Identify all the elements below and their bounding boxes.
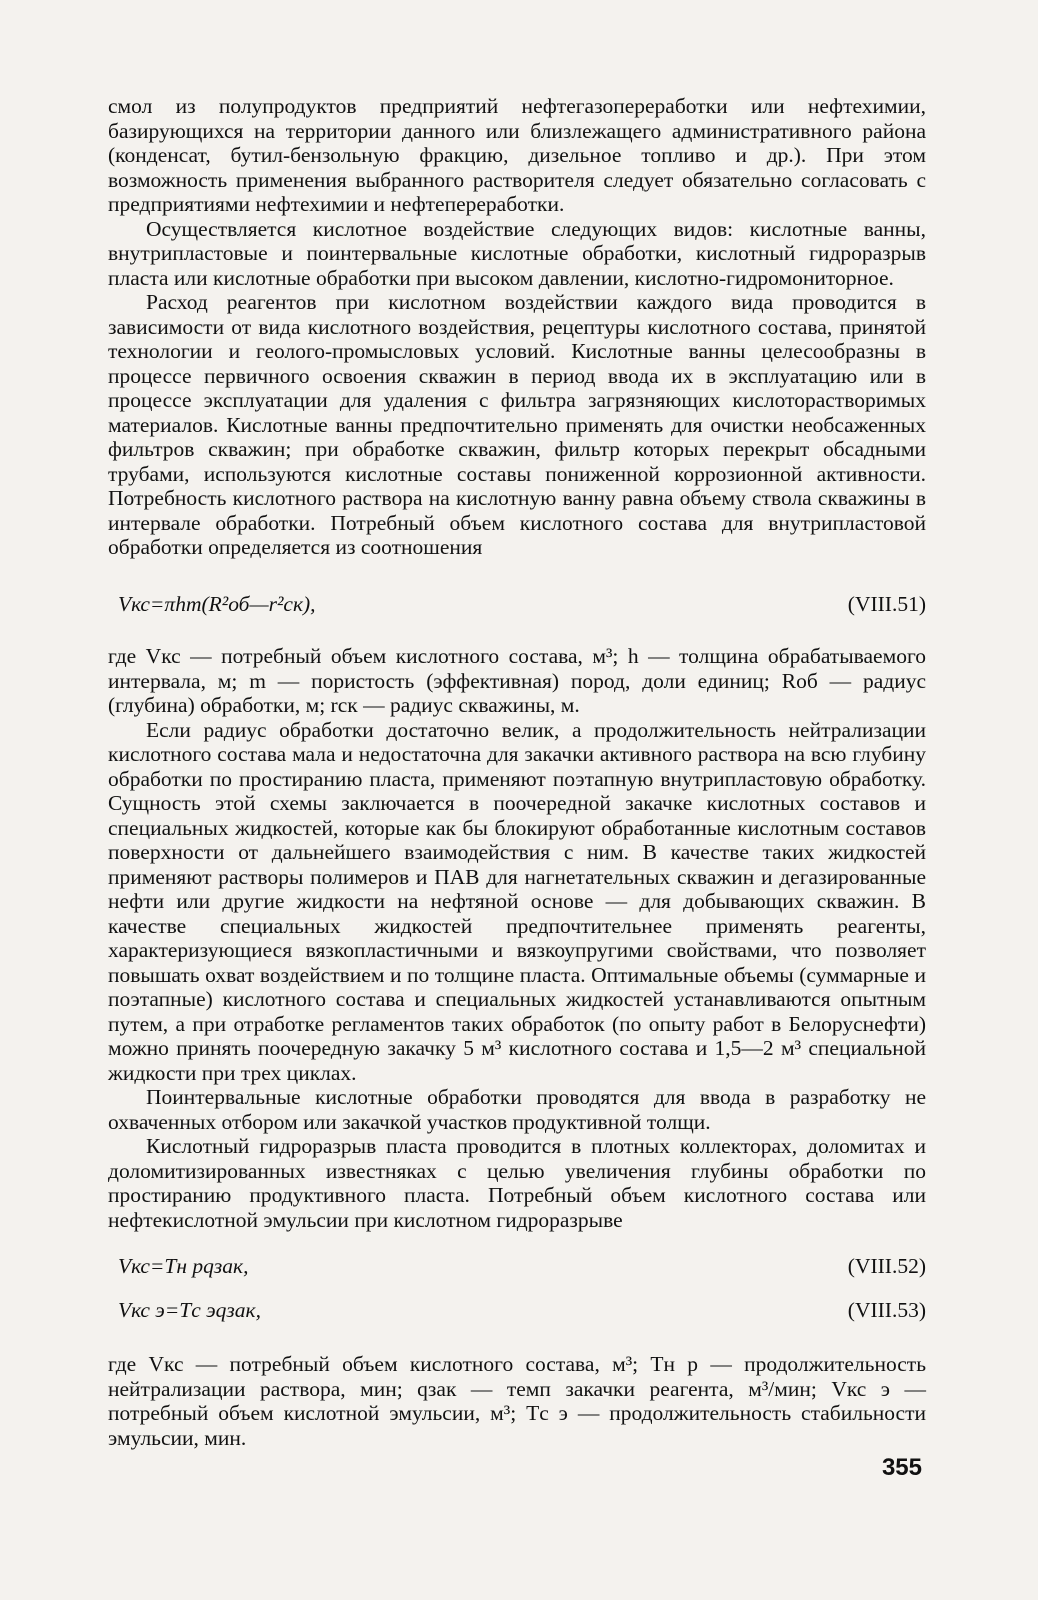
formula-text: Vкс э=Tс эqзак, <box>118 1298 261 1322</box>
paragraph-where-51: где Vкс — потребный объем кислотного состава, м³; h — толщина обрабатываемого интервала, м; m — пористость (эффективная) пород, доли единиц; Rоб — радиус (глубина) обработки, м; rск — радиус скважины, м. <box>108 644 926 717</box>
paragraph-intro: смол из полупродуктов предприятий нефтегазопереработки или нефтехимии, базирующихся на территории данного или близлежащего административного района (конденсат, бутил-бензольную фракцию, дизельное топливо и др.). При этом возможность применения выбранного растворителя следует обязательно согласовать с предприятиями нефтехимии и нефтепереработки. <box>108 94 926 216</box>
formula-text: Vкс=Tн рqзак, <box>118 1254 249 1278</box>
equation-viii-51 <box>118 592 926 617</box>
text-block-upper <box>108 94 926 560</box>
equation-number: (VIII.52) <box>847 1254 926 1278</box>
paragraph-where-53: где Vкс — потребный объем кислотного состава, м³; Tн р — продолжительность нейтрализации раствора, мин; qзак — темп закачки реагента, м³/мин; Vкс э — потребный объем кислотной эмульсии, м³; Tс э — продолжительность стабильности эмульсии, мин. <box>108 1352 926 1450</box>
equation-viii-52 <box>118 1254 926 1279</box>
text-block-middle <box>108 644 926 1232</box>
equation-number: (VIII.51) <box>847 592 926 616</box>
equation-number: (VIII.53) <box>847 1298 926 1322</box>
paragraph-frac: Кислотный гидроразрыв пласта проводится в плотных коллекторах, доломитах и доломитизированных известняках с целью увеличения глубины обработки по простиранию продуктивного пласта. Потребный объем кислотного состава или нефтекислотной эмульсии при кислотном гидроразрыве <box>108 1134 926 1232</box>
equation-viii-53 <box>118 1298 926 1323</box>
paragraph-radius: Если радиус обработки достаточно велик, а продолжительность нейтрализации кислотного состава мала и недостаточна для закачки активного раствора на всю глубину обработки по простиранию пласта, применяют поэтапную внутрипластовую обработку. Сущность этой схемы заключается в поочередной закачке кислотных составов и специальных жидкостей, которые как бы блокируют обработанные кислотным составов поверхности от дальнейшего взаимодействия с ним. В качестве таких жидкостей применяют растворы полимеров и ПАВ для нагнетательных скважин и дегазированные нефти или другие жидкости на нефтяной основе — для добывающих скважин. В качестве специальных жидкостей предпочтительнее применять реагенты, характеризующиеся вязкопластичными и вязкоупругими свойствами, что позволяет повышать охват воздействием и по толщине пласта. Оптимальные объемы (суммарные и поэтапные) кислотного состава и специальных жидкостей устанавливаются опытным путем, а при отработке регламентов таких обработок (по опыту работ в Белоруснефти) можно принять поочередную закачку 5 м³ кислотного состава и 1,5—2 м³ специальной жидкости при трех циклах. <box>108 717 926 1085</box>
text-block-lower <box>108 1352 926 1450</box>
paragraph-acid-types: Осуществляется кислотное воздействие следующих видов: кислотные ванны, внутрипластовые и поинтервальные кислотные обработки, кислотный гидроразрыв пласта или кислотные обработки при высоком давлении, кислотно-гидромониторное. <box>108 216 926 290</box>
page-number: 355 <box>881 1454 922 1481</box>
paragraph-reagents: Расход реагентов при кислотном воздействии каждого вида проводится в зависимости от вида кислотного воздействия, рецептуры кислотного состава, принятой технологии и геолого-промысловых условий. Кислотные ванны целесообразны в процессе первичного освоения скважин в период ввода их в эксплуатацию или в процессе эксплуатации для удаления с фильтра загрязняющих кислоторастворимых материалов. Кислотные ванны предпочтительно применять для очистки необсаженных фильтров скважин; при обработке скважин, фильтр которых перекрыт обсадными трубами, используются кислотные составы пониженной коррозионной активности. Потребность кислотного раствора на кислотную ванну равна объему ствола скважины в интервале обработки. Потребный объем кислотного состава для внутрипластовой обработки определяется из соотношения <box>108 290 926 559</box>
paragraph-interval: Поинтервальные кислотные обработки проводятся для ввода в разработку не охваченных отбором или закачкой участков продуктивной толщи. <box>108 1085 926 1134</box>
formula-text: Vкс=πhm(R²об—r²ск), <box>118 592 316 616</box>
